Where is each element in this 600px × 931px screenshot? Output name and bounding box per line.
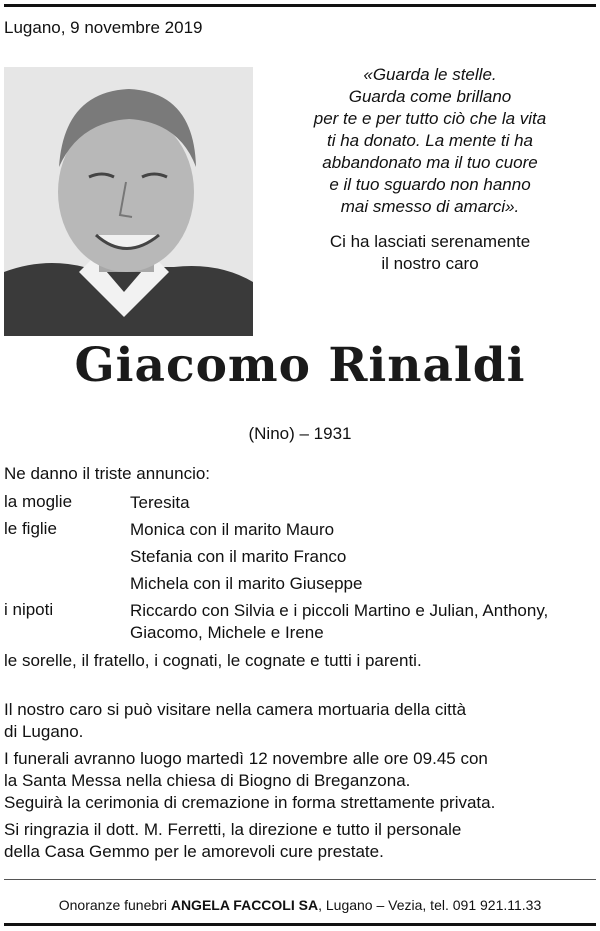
intro-text <box>268 231 592 275</box>
grandchildren-line: Giacomo, Michele e Irene <box>130 623 324 642</box>
date-line: Lugano, 9 novembre 2019 <box>4 18 203 37</box>
portrait-photo <box>4 67 253 336</box>
wife-label: la moglie <box>4 492 73 511</box>
footer-suffix: , Lugano – Vezia, tel. 091 921.11.33 <box>318 897 542 913</box>
quote-line: Guarda come brillano <box>348 87 512 106</box>
bottom-rule <box>4 923 596 926</box>
quote-line: ti ha donato. La mente ti ha <box>326 131 534 150</box>
funeral-home-footer <box>0 897 600 913</box>
grandchildren-label: i nipoti <box>4 600 54 619</box>
quote-line: e il tuo sguardo non hanno <box>329 175 531 194</box>
quote-line: mai smesso di amarci». <box>340 197 520 216</box>
daughter-entry: Monica con il marito Mauro <box>130 520 335 539</box>
daughter-entry: Stefania con il marito Franco <box>130 547 347 566</box>
announce-heading: Ne danno il triste annuncio: <box>4 464 211 483</box>
quote-line: per te e per tutto ciò che la vita <box>313 109 547 128</box>
top-rule <box>4 4 596 7</box>
grandchildren-line: Riccardo con Silvia e i piccoli Martino e Julian, Anthony, <box>130 601 549 620</box>
quote-block <box>268 64 592 218</box>
visit-line: di Lugano. <box>4 722 84 741</box>
funeral-line: I funerali avranno luogo martedì 12 novembre alle ore 09.45 con <box>4 749 488 768</box>
footer-company: ANGELA FACCOLI SA <box>170 897 319 913</box>
deceased-name: Giacomo Rinaldi <box>74 338 526 393</box>
intro-line: Ci ha lasciati serenamente <box>329 232 531 251</box>
thanks-line: Si ringrazia il dott. M. Ferretti, la direzione e tutto il personale <box>4 820 462 839</box>
quote-line: abbandonato ma il tuo cuore <box>322 153 538 172</box>
funeral-line: Seguirà la cerimonia di cremazione in forma strettamente privata. <box>4 793 496 812</box>
other-relatives: le sorelle, il fratello, i cognati, le cognate e tutti i parenti. <box>4 651 422 670</box>
thanks-line: della Casa Gemmo per le amorevoli cure prestate. <box>4 842 384 861</box>
nickname-year: (Nino) – 1931 <box>248 424 352 443</box>
footer-rule <box>4 879 596 880</box>
footer-prefix: Onoranze funebri <box>58 897 171 913</box>
daughters-label: le figlie <box>4 519 57 538</box>
visit-line: Il nostro caro si può visitare nella camera mortuaria della città <box>4 700 467 719</box>
daughter-entry: Michela con il marito Giuseppe <box>130 574 363 593</box>
quote-line: «Guarda le stelle. <box>363 65 497 84</box>
intro-line: il nostro caro <box>381 254 479 273</box>
funeral-line: la Santa Messa nella chiesa di Biogno di Breganzona. <box>4 771 411 790</box>
wife-name: Teresita <box>130 493 190 512</box>
